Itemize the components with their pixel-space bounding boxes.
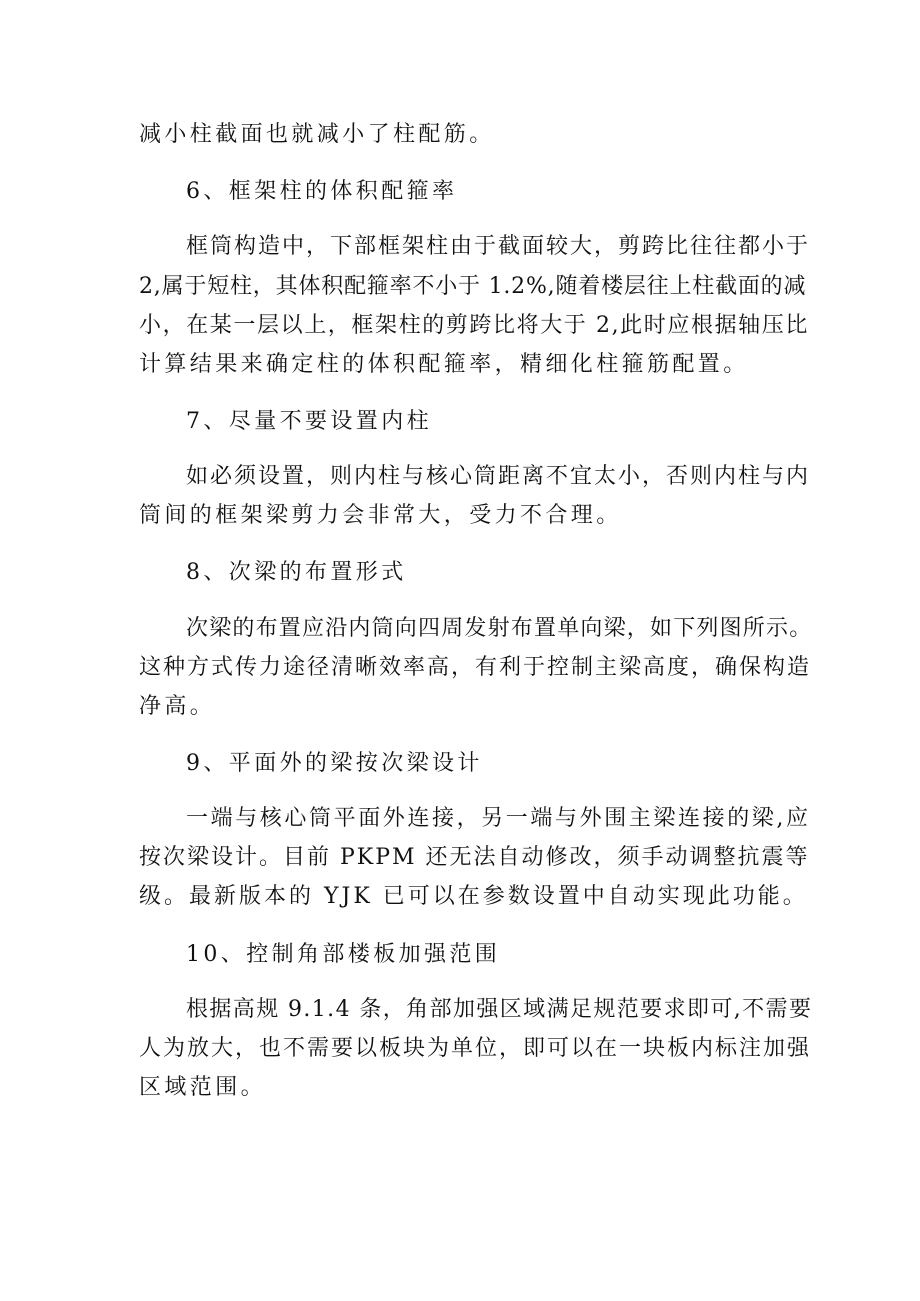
paragraph-line: 如必须设置，则内柱与核心筒距离不宜太小，否则内柱与内 (186, 464, 811, 489)
paragraph-line: 根据高规 9.1.4 条，角部加强区域满足规范要求即可,不需要 (186, 997, 813, 1022)
section-heading-7: 7、尽量不要设置内柱 (186, 409, 432, 434)
paragraph-line: 这种方式传力途径清晰效率高，有利于控制主梁高度，确保构造 (139, 655, 812, 680)
section-heading-10: 10、控制角部楼板加强范围 (186, 942, 501, 967)
paragraph-line: 2,属于短柱，其体积配箍率不小于 1.2%,随着楼层往上柱截面的减 (139, 274, 807, 299)
paragraph-line: 人为放大，也不需要以板块为单位，即可以在一块板内标注加强 (139, 1036, 812, 1061)
paragraph-line: 小，在某一层以上，框架柱的剪跨比将大于 2,此时应根据轴压比 (139, 313, 809, 338)
paragraph-line: 净高。 (139, 694, 216, 719)
paragraph-line: 按次梁设计。目前 PKPM 还无法自动修改，须手动调整抗震等 (139, 845, 810, 870)
paragraph-line: 减小柱截面也就减小了柱配筋。 (139, 122, 495, 147)
paragraph-line: 次梁的布置应沿内筒向四周发射布置单向梁，如下列图所示。 (186, 616, 813, 641)
paragraph-line: 计算结果来确定柱的体积配箍率，精细化柱箍筋配置。 (139, 352, 749, 377)
paragraph-line: 框筒构造中，下部框架柱由于截面较大，剪跨比往往都小于 (186, 234, 811, 259)
section-heading-9: 9、平面外的梁按次梁设计 (186, 751, 483, 776)
paragraph-line: 筒间的框架梁剪力会非常大，受力不合理。 (139, 503, 622, 528)
paragraph-line: 区域范围。 (139, 1075, 267, 1100)
section-heading-6: 6、框架柱的体积配箍率 (186, 179, 458, 204)
section-heading-8: 8、次梁的布置形式 (186, 560, 407, 585)
paragraph-line: 一端与核心筒平面外连接，另一端与外围主梁连接的梁,应 (186, 806, 811, 831)
paragraph-line: 级。最新版本的 YJK 已可以在参数设置中自动实现此功能。 (139, 884, 808, 909)
